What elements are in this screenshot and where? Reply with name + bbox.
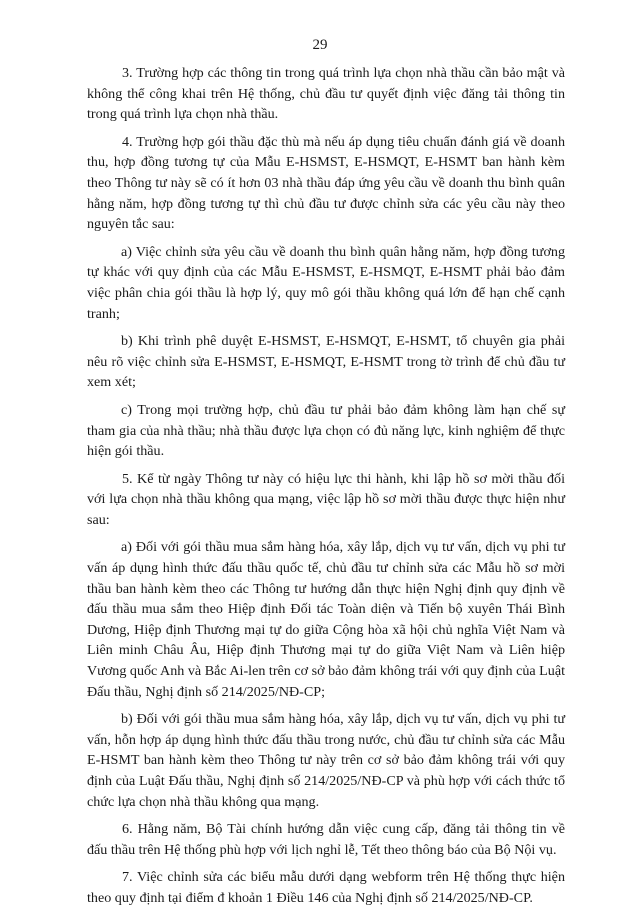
paragraph-clause-4: 4. Trường hợp gói thầu đặc thù mà nếu áp dụng tiêu chuẩn đánh giá về doanh thu, hợp đồng tương tự của Mẫu E-HSMST, E-HSMQT, E-HSMT ban hành kèm theo Thông tư này sẽ có ít hơn 03 nhà thầu đáp ứng yêu cầu về doanh thu bình quân hằng năm, hợp đồng tương tự thì chủ đầu tư được chỉnh sửa các yêu cầu này theo nguyên tắc sau: xyxy=(87,133,565,233)
paragraph-clause-5: 5. Kể từ ngày Thông tư này có hiệu lực thi hành, khi lập hồ sơ mời thầu đối với lựa chọn nhà thầu không qua mạng, việc lập hồ sơ mời thầu được thực hiện như sau: xyxy=(87,470,565,528)
paragraph-clause-4a: a) Việc chỉnh sửa yêu cầu về doanh thu bình quân hằng năm, hợp đồng tương tự khác với quy định của các Mẫu E-HSMST, E-HSMQT, E-HSMT phải bảo đảm việc phân chia gói thầu là hợp lý, quy mô gói thầu không quá lớn để hạn chế cạnh tranh; xyxy=(87,243,565,322)
paragraph-clause-4b: b) Khi trình phê duyệt E-HSMST, E-HSMQT, E-HSMT, tổ chuyên gia phải nêu rõ việc chỉnh sửa E-HSMST, E-HSMQT, E-HSMT trong tờ trình để chủ đầu tư xem xét; xyxy=(87,333,565,391)
paragraph-clause-3: 3. Trường hợp các thông tin trong quá trình lựa chọn nhà thầu cần bảo mật và không thể công khai trên Hệ thống, chủ đầu tư quyết định việc đăng tải thông tin trong quá trình lựa chọn nhà thầu. xyxy=(87,65,565,123)
page-number: 29 xyxy=(312,37,328,53)
paragraph-clause-4c: c) Trong mọi trường hợp, chủ đầu tư phải bảo đảm không làm hạn chế sự tham gia của nhà thầu; nhà thầu được lựa chọn có đủ năng lực, kinh nghiệm để thực hiện gói thầu. xyxy=(87,401,565,460)
paragraph-clause-5a: a) Đối với gói thầu mua sắm hàng hóa, xây lắp, dịch vụ tư vấn, dịch vụ phi tư vấn áp dụng hình thức đấu thầu quốc tế, chủ đầu tư chỉnh sửa các Mẫu hồ sơ mời thầu ban hành kèm theo các Thông tư hướng dẫn thực hiện Nghị định quy định về đấu thầu mua sắm theo Hiệp định Đối tác Toàn diện và Tiến bộ xuyên Thái Bình Dương, Hiệp định Thương mại tự do giữa Cộng hòa xã hội chủ nghĩa Việt Nam và Liên minh Châu Âu, Hiệp định Thương mại tự do giữa Việt Nam và Liên hiệp Vương quốc Anh và Bắc Ai-len trên cơ sở bảo đảm không trái với quy định của Luật Đấu thầu, Nghị định số 214/2025/NĐ-CP; xyxy=(87,539,565,700)
paragraph-clause-7: 7. Việc chỉnh sửa các biểu mẫu dưới dạng webform trên Hệ thống thực hiện theo quy định tại điểm đ khoản 1 Điều 146 của Nghị định số 214/2025/NĐ-CP. xyxy=(87,869,565,906)
document-body xyxy=(87,63,565,916)
paragraph-clause-5b: b) Đối với gói thầu mua sắm hàng hóa, xây lắp, dịch vụ tư vấn, dịch vụ phi tư vấn, hỗn hợp áp dụng hình thức đấu thầu trong nước, chủ đầu tư chỉnh sửa các Mẫu E-HSMT ban hành kèm theo Thông tư này trên cơ sở bảo đảm không trái với quy định của Luật Đấu thầu, Nghị định số 214/2025/NĐ-CP và phù hợp với cách thức tổ chức lựa chọn nhà thầu không qua mạng. xyxy=(87,711,565,810)
paragraph-clause-6: 6. Hằng năm, Bộ Tài chính hướng dẫn việc cung cấp, đăng tải thông tin về đấu thầu trên Hệ thống phù hợp với lịch nghỉ lễ, Tết theo thông báo của Bộ Nội vụ. xyxy=(87,821,565,858)
